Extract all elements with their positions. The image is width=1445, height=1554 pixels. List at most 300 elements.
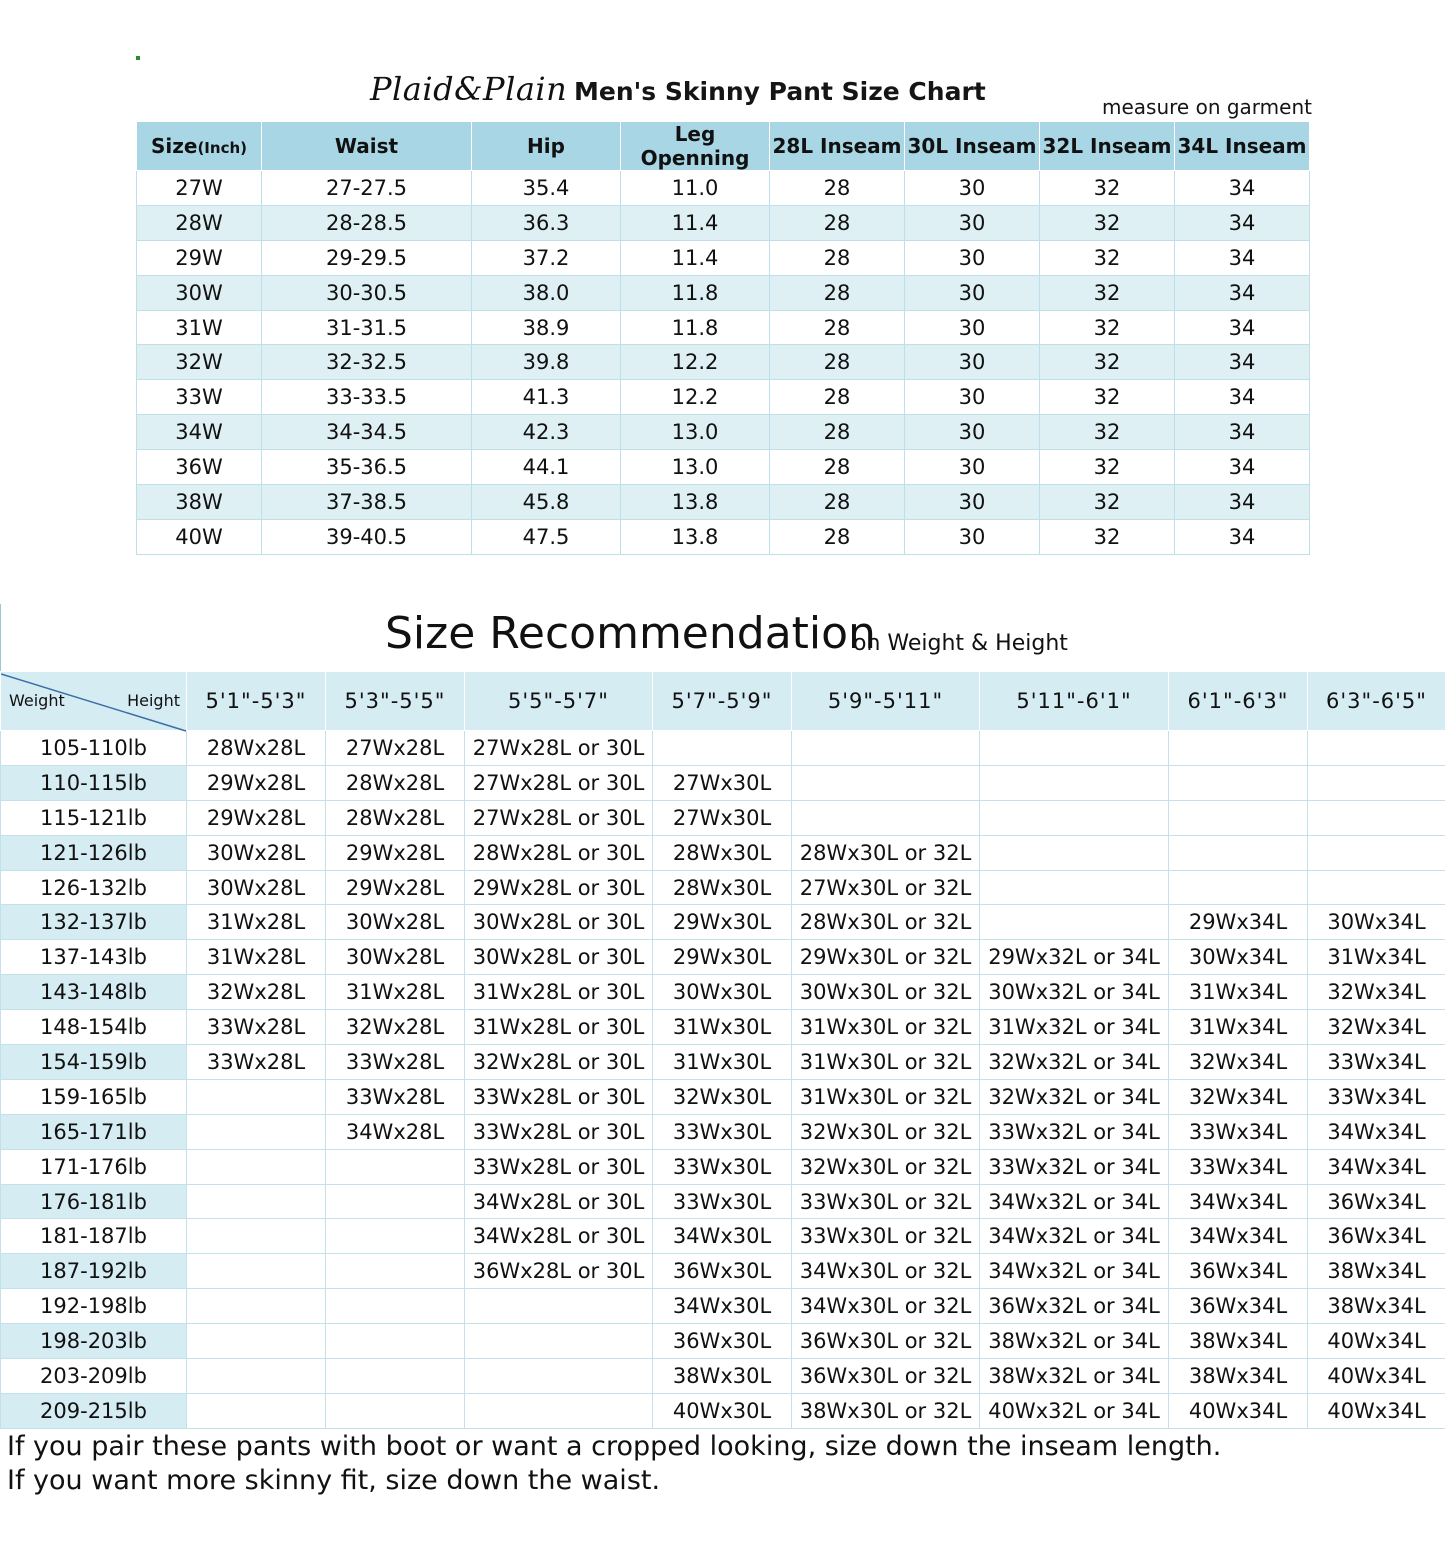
weight-cell: 159-165lb [1, 1079, 187, 1114]
table-cell: 12.2 [621, 345, 770, 380]
recommendation-cell: 28Wx28L or 30L [465, 835, 653, 870]
recommendation-cell: 32Wx34L [1169, 1079, 1308, 1114]
table-cell: 45.8 [472, 485, 621, 520]
weight-cell: 154-159lb [1, 1045, 187, 1080]
recommendation-cell: 30Wx32L or 34L [980, 975, 1169, 1010]
column-header: 30L Inseam [905, 122, 1040, 171]
table-row [1, 800, 1445, 835]
recommendation-cell [465, 1289, 653, 1324]
recommendation-cell: 31Wx28L [187, 940, 326, 975]
recommendation-cell: 36Wx30L or 32L [792, 1324, 980, 1359]
recommendation-cell: 40Wx34L [1308, 1393, 1445, 1428]
recommendation-cell: 31Wx28L or 30L [465, 975, 653, 1010]
size-chart-table [136, 121, 1310, 555]
recommendation-cell: 29Wx28L [326, 870, 465, 905]
recommendation-cell [326, 1359, 465, 1394]
recommendation-cell: 33Wx28L [326, 1079, 465, 1114]
recommendation-cell: 34Wx28L or 30L [465, 1219, 653, 1254]
recommendation-cell: 31Wx30L or 32L [792, 1010, 980, 1045]
recommendation-cell: 32Wx34L [1308, 1010, 1445, 1045]
recommendation-cell: 31Wx30L [653, 1010, 792, 1045]
table-cell: 34 [1175, 205, 1310, 240]
weight-cell: 110-115lb [1, 765, 187, 800]
weight-cell: 165-171lb [1, 1114, 187, 1149]
table-row [1, 1289, 1445, 1324]
weight-cell: 176-181lb [1, 1184, 187, 1219]
table-row [1, 870, 1445, 905]
table-cell: 37-38.5 [262, 485, 472, 520]
table-cell: 28 [770, 240, 905, 275]
recommendation-cell: 38Wx30L [653, 1359, 792, 1394]
recommendation-cell [792, 731, 980, 766]
table-cell: 28 [770, 415, 905, 450]
recommendation-cell [1308, 870, 1445, 905]
table-row [1, 1184, 1445, 1219]
recommendation-cell [326, 1289, 465, 1324]
column-header-size [137, 122, 262, 171]
table-cell: 47.5 [472, 519, 621, 554]
recommendation-cell: 36Wx34L [1169, 1254, 1308, 1289]
recommendation-cell: 34Wx30L [653, 1219, 792, 1254]
size-label: Size [150, 134, 198, 158]
recommendation-cell: 36Wx32L or 34L [980, 1289, 1169, 1324]
recommendation-cell: 31Wx28L or 30L [465, 1010, 653, 1045]
recommendation-cell: 33Wx30L [653, 1149, 792, 1184]
size-cell: 27W [137, 171, 262, 206]
recommendation-cell: 34Wx34L [1308, 1149, 1445, 1184]
table-row [1, 975, 1445, 1010]
table-cell: 13.8 [621, 519, 770, 554]
table-cell: 28 [770, 171, 905, 206]
recommendation-cell: 34Wx32L or 34L [980, 1219, 1169, 1254]
recommendation-cell [465, 1359, 653, 1394]
recommendation-cell: 33Wx28L or 30L [465, 1079, 653, 1114]
size-recommendation-table [0, 671, 1445, 1429]
recommendation-cell: 32Wx30L [653, 1079, 792, 1114]
table-row [1, 1324, 1445, 1359]
table-cell: 28 [770, 380, 905, 415]
table-cell: 34 [1175, 450, 1310, 485]
recommendation-cell: 32Wx30L or 32L [792, 1149, 980, 1184]
weight-height-corner [1, 672, 187, 731]
recommendation-cell: 33Wx30L [653, 1184, 792, 1219]
weight-cell: 148-154lb [1, 1010, 187, 1045]
recommendation-cell: 34Wx30L [653, 1289, 792, 1324]
recommendation-cell: 33Wx28L [187, 1010, 326, 1045]
recommendation-cell: 33Wx34L [1308, 1079, 1445, 1114]
table-row [137, 275, 1310, 310]
size-cell: 33W [137, 380, 262, 415]
table-cell: 32 [1040, 205, 1175, 240]
recommendation-cell: 33Wx28L [187, 1045, 326, 1080]
table-cell: 30 [905, 205, 1040, 240]
recommendation-cell: 31Wx30L or 32L [792, 1045, 980, 1080]
table-cell: 36.3 [472, 205, 621, 240]
height-column-header: 5'1"-5'3" [187, 672, 326, 731]
table-cell: 11.0 [621, 171, 770, 206]
recommendation-header-row [1, 672, 1445, 731]
recommendation-cell: 36Wx28L or 30L [465, 1254, 653, 1289]
table-cell: 34 [1175, 171, 1310, 206]
recommendation-cell: 27Wx30L [653, 765, 792, 800]
table-cell: 30 [905, 519, 1040, 554]
recommendation-cell [465, 1324, 653, 1359]
recommendation-cell [1169, 731, 1308, 766]
recommendation-cell [1308, 835, 1445, 870]
recommendation-title: Size Recommendation [385, 608, 876, 659]
recommendation-cell: 40Wx30L [653, 1393, 792, 1428]
table-cell: 11.4 [621, 205, 770, 240]
recommendation-cell [187, 1219, 326, 1254]
recommendation-cell: 29Wx28L or 30L [465, 870, 653, 905]
recommendation-cell: 38Wx34L [1308, 1254, 1445, 1289]
table-cell: 32 [1040, 450, 1175, 485]
recommendation-cell: 29Wx28L [187, 800, 326, 835]
size-cell: 29W [137, 240, 262, 275]
recommendation-cell [187, 1254, 326, 1289]
recommendation-cell: 34Wx28L or 30L [465, 1184, 653, 1219]
recommendation-cell: 32Wx34L [1308, 975, 1445, 1010]
recommendation-cell: 29Wx28L [326, 835, 465, 870]
table-cell: 34 [1175, 485, 1310, 520]
recommendation-cell [792, 765, 980, 800]
recommendation-cell [187, 1149, 326, 1184]
recommendation-cell: 30Wx30L [653, 975, 792, 1010]
table-cell: 35.4 [472, 171, 621, 206]
fit-note-inseam: If you pair these pants with boot or want a cropped looking, size down the inseam length. [7, 1431, 1222, 1462]
brand-logo: Plaid&Plain [370, 70, 568, 108]
recommendation-cell: 27Wx28L or 30L [465, 731, 653, 766]
recommendation-cell [187, 1324, 326, 1359]
table-row [137, 380, 1310, 415]
table-cell: 34 [1175, 240, 1310, 275]
table-cell: 31-31.5 [262, 310, 472, 345]
recommendation-cell: 30Wx28L [326, 905, 465, 940]
recommendation-cell: 40Wx34L [1169, 1393, 1308, 1428]
table-cell: 11.8 [621, 310, 770, 345]
recommendation-cell: 33Wx34L [1308, 1045, 1445, 1080]
table-cell: 34 [1175, 415, 1310, 450]
table-cell: 32-32.5 [262, 345, 472, 380]
recommendation-cell: 32Wx32L or 34L [980, 1079, 1169, 1114]
recommendation-cell: 34Wx32L or 34L [980, 1254, 1169, 1289]
height-column-header: 6'1"-6'3" [1169, 672, 1308, 731]
table-cell: 32 [1040, 275, 1175, 310]
fit-note-waist: If you want more skinny fit, size down the waist. [7, 1465, 661, 1496]
table-cell: 34 [1175, 380, 1310, 415]
table-cell: 34-34.5 [262, 415, 472, 450]
recommendation-cell: 27Wx28L or 30L [465, 765, 653, 800]
table-cell: 41.3 [472, 380, 621, 415]
table-cell: 28 [770, 519, 905, 554]
recommendation-cell: 32Wx30L or 32L [792, 1114, 980, 1149]
page-title: Men's Skinny Pant Size Chart [574, 77, 986, 106]
table-row [1, 1359, 1445, 1394]
recommendation-cell: 29Wx30L [653, 905, 792, 940]
recommendation-cell: 34Wx28L [326, 1114, 465, 1149]
section-border [0, 604, 1, 674]
recommendation-cell: 31Wx34L [1308, 940, 1445, 975]
size-cell: 31W [137, 310, 262, 345]
table-row [1, 835, 1445, 870]
recommendation-cell: 36Wx34L [1308, 1219, 1445, 1254]
weight-cell: 181-187lb [1, 1219, 187, 1254]
recommendation-cell: 33Wx28L or 30L [465, 1114, 653, 1149]
table-row [137, 310, 1310, 345]
recommendation-cell: 30Wx28L or 30L [465, 940, 653, 975]
table-cell: 28-28.5 [262, 205, 472, 240]
recommendation-cell: 30Wx30L or 32L [792, 975, 980, 1010]
recommendation-cell: 28Wx28L [326, 800, 465, 835]
table-cell: 30 [905, 240, 1040, 275]
recommendation-cell: 30Wx34L [1169, 940, 1308, 975]
recommendation-cell: 28Wx30L [653, 870, 792, 905]
table-row [1, 1114, 1445, 1149]
size-cell: 30W [137, 275, 262, 310]
weight-cell: 203-209lb [1, 1359, 187, 1394]
weight-cell: 105-110lb [1, 731, 187, 766]
recommendation-cell: 36Wx34L [1169, 1289, 1308, 1324]
weight-cell: 187-192lb [1, 1254, 187, 1289]
table-cell: 34 [1175, 345, 1310, 380]
table-row [1, 1219, 1445, 1254]
table-cell: 28 [770, 345, 905, 380]
size-cell: 38W [137, 485, 262, 520]
recommendation-cell: 28Wx30L [653, 835, 792, 870]
recommendation-cell: 31Wx30L or 32L [792, 1079, 980, 1114]
recommendation-cell: 34Wx32L or 34L [980, 1184, 1169, 1219]
table-cell: 32 [1040, 240, 1175, 275]
height-column-header: 5'3"-5'5" [326, 672, 465, 731]
table-row [137, 205, 1310, 240]
recommendation-cell [980, 905, 1169, 940]
recommendation-cell: 32Wx28L [187, 975, 326, 1010]
weight-cell: 137-143lb [1, 940, 187, 975]
recommendation-cell [792, 800, 980, 835]
recommendation-cell: 34Wx30L or 32L [792, 1254, 980, 1289]
recommendation-cell: 31Wx34L [1169, 975, 1308, 1010]
table-row [1, 1254, 1445, 1289]
size-unit: (Inch) [197, 139, 247, 157]
table-cell: 44.1 [472, 450, 621, 485]
recommendation-cell: 33Wx30L [653, 1114, 792, 1149]
recommendation-cell: 31Wx28L [326, 975, 465, 1010]
recommendation-cell [187, 1393, 326, 1428]
table-row [1, 1045, 1445, 1080]
table-cell: 34 [1175, 310, 1310, 345]
recommendation-cell [465, 1393, 653, 1428]
recommendation-cell [980, 835, 1169, 870]
recommendation-cell [187, 1289, 326, 1324]
recommendation-cell: 29Wx32L or 34L [980, 940, 1169, 975]
table-cell: 32 [1040, 485, 1175, 520]
recommendation-cell: 36Wx34L [1308, 1184, 1445, 1219]
recommendation-cell [326, 1219, 465, 1254]
size-cell: 28W [137, 205, 262, 240]
table-cell: 35-36.5 [262, 450, 472, 485]
recommendation-cell: 33Wx34L [1169, 1114, 1308, 1149]
recommendation-cell: 28Wx28L [326, 765, 465, 800]
table-cell: 12.2 [621, 380, 770, 415]
recommendation-cell: 36Wx30L or 32L [792, 1359, 980, 1394]
decorative-mark [136, 56, 140, 60]
table-cell: 13.0 [621, 415, 770, 450]
recommendation-cell: 40Wx34L [1308, 1324, 1445, 1359]
recommendation-cell: 38Wx34L [1308, 1289, 1445, 1324]
recommendation-cell: 30Wx34L [1308, 905, 1445, 940]
table-row [1, 1393, 1445, 1428]
recommendation-cell: 34Wx34L [1169, 1184, 1308, 1219]
table-row [137, 485, 1310, 520]
height-column-header: 5'5"-5'7" [465, 672, 653, 731]
table-cell: 38.0 [472, 275, 621, 310]
weight-axis-label: Weight [9, 691, 65, 710]
recommendation-cell: 28Wx30L or 32L [792, 905, 980, 940]
height-axis-label: Height [127, 691, 180, 710]
recommendation-cell: 29Wx34L [1169, 905, 1308, 940]
table-cell: 30 [905, 415, 1040, 450]
table-cell: 30 [905, 380, 1040, 415]
table-cell: 30-30.5 [262, 275, 472, 310]
table-row [137, 171, 1310, 206]
height-column-header: 5'9"-5'11" [792, 672, 980, 731]
recommendation-cell: 32Wx32L or 34L [980, 1045, 1169, 1080]
column-header: Hip [472, 122, 621, 171]
table-cell: 28 [770, 450, 905, 485]
table-cell: 28 [770, 485, 905, 520]
recommendation-cell [980, 731, 1169, 766]
recommendation-cell [187, 1079, 326, 1114]
table-row [1, 731, 1445, 766]
height-column-header: 5'11"-6'1" [980, 672, 1169, 731]
table-cell: 34 [1175, 275, 1310, 310]
size-chart-header-row [137, 122, 1310, 171]
height-column-header: 6'3"-6'5" [1308, 672, 1445, 731]
table-cell: 30 [905, 450, 1040, 485]
recommendation-cell: 30Wx28L [187, 835, 326, 870]
recommendation-cell: 31Wx28L [187, 905, 326, 940]
table-cell: 11.4 [621, 240, 770, 275]
table-cell: 39.8 [472, 345, 621, 380]
recommendation-cell: 32Wx28L [326, 1010, 465, 1045]
recommendation-cell: 36Wx30L [653, 1254, 792, 1289]
column-header: 28L Inseam [770, 122, 905, 171]
recommendation-cell [653, 731, 792, 766]
recommendation-cell [980, 800, 1169, 835]
recommendation-cell: 27Wx28L [326, 731, 465, 766]
weight-cell: 198-203lb [1, 1324, 187, 1359]
recommendation-cell [326, 1184, 465, 1219]
recommendation-cell: 27Wx30L [653, 800, 792, 835]
table-cell: 28 [770, 310, 905, 345]
table-cell: 33-33.5 [262, 380, 472, 415]
table-row [137, 240, 1310, 275]
table-row [1, 940, 1445, 975]
recommendation-cell: 31Wx30L [653, 1045, 792, 1080]
size-cell: 34W [137, 415, 262, 450]
recommendation-cell: 40Wx34L [1308, 1359, 1445, 1394]
weight-cell: 192-198lb [1, 1289, 187, 1324]
recommendation-cell: 32Wx34L [1169, 1045, 1308, 1080]
table-cell: 42.3 [472, 415, 621, 450]
weight-cell: 171-176lb [1, 1149, 187, 1184]
measure-note: measure on garment [1102, 95, 1312, 119]
recommendation-cell [980, 870, 1169, 905]
table-cell: 11.8 [621, 275, 770, 310]
weight-cell: 132-137lb [1, 905, 187, 940]
recommendation-cell [1308, 765, 1445, 800]
table-row [137, 450, 1310, 485]
recommendation-cell: 32Wx28L or 30L [465, 1045, 653, 1080]
recommendation-cell [326, 1149, 465, 1184]
recommendation-cell: 38Wx34L [1169, 1324, 1308, 1359]
table-row [1, 1010, 1445, 1045]
table-row [137, 345, 1310, 380]
table-cell: 39-40.5 [262, 519, 472, 554]
table-cell: 30 [905, 275, 1040, 310]
weight-cell: 143-148lb [1, 975, 187, 1010]
recommendation-cell [326, 1254, 465, 1289]
recommendation-cell [187, 1359, 326, 1394]
recommendation-cell: 29Wx30L [653, 940, 792, 975]
recommendation-cell: 38Wx32L or 34L [980, 1359, 1169, 1394]
size-cell: 40W [137, 519, 262, 554]
column-header: 32L Inseam [1040, 122, 1175, 171]
table-cell: 34 [1175, 519, 1310, 554]
table-cell: 32 [1040, 171, 1175, 206]
table-row [1, 1149, 1445, 1184]
recommendation-cell: 27Wx30L or 32L [792, 870, 980, 905]
recommendation-cell: 33Wx28L [326, 1045, 465, 1080]
recommendation-cell: 29Wx30L or 32L [792, 940, 980, 975]
table-cell: 32 [1040, 519, 1175, 554]
recommendation-cell: 30Wx28L [187, 870, 326, 905]
column-header: 34L Inseam [1175, 122, 1310, 171]
table-row [1, 765, 1445, 800]
height-column-header: 5'7"-5'9" [653, 672, 792, 731]
size-cell: 32W [137, 345, 262, 380]
recommendation-cell: 33Wx32L or 34L [980, 1149, 1169, 1184]
recommendation-cell: 34Wx30L or 32L [792, 1289, 980, 1324]
recommendation-cell: 34Wx34L [1169, 1219, 1308, 1254]
table-cell: 32 [1040, 310, 1175, 345]
recommendation-cell [1308, 731, 1445, 766]
recommendation-cell: 38Wx32L or 34L [980, 1324, 1169, 1359]
recommendation-cell: 28Wx28L [187, 731, 326, 766]
recommendation-cell [980, 765, 1169, 800]
table-row [137, 415, 1310, 450]
table-cell: 30 [905, 345, 1040, 380]
recommendation-cell [1169, 870, 1308, 905]
weight-cell: 209-215lb [1, 1393, 187, 1428]
table-cell: 29-29.5 [262, 240, 472, 275]
recommendation-cell: 33Wx28L or 30L [465, 1149, 653, 1184]
recommendation-cell: 33Wx30L or 32L [792, 1184, 980, 1219]
weight-cell: 115-121lb [1, 800, 187, 835]
weight-cell: 121-126lb [1, 835, 187, 870]
recommendation-cell: 33Wx34L [1169, 1149, 1308, 1184]
recommendation-cell: 38Wx34L [1169, 1359, 1308, 1394]
recommendation-cell: 40Wx32L or 34L [980, 1393, 1169, 1428]
recommendation-cell [326, 1393, 465, 1428]
table-cell: 30 [905, 485, 1040, 520]
recommendation-cell: 31Wx32L or 34L [980, 1010, 1169, 1045]
recommendation-cell: 31Wx34L [1169, 1010, 1308, 1045]
table-cell: 30 [905, 171, 1040, 206]
table-cell: 28 [770, 275, 905, 310]
table-row [137, 519, 1310, 554]
recommendation-cell [187, 1114, 326, 1149]
